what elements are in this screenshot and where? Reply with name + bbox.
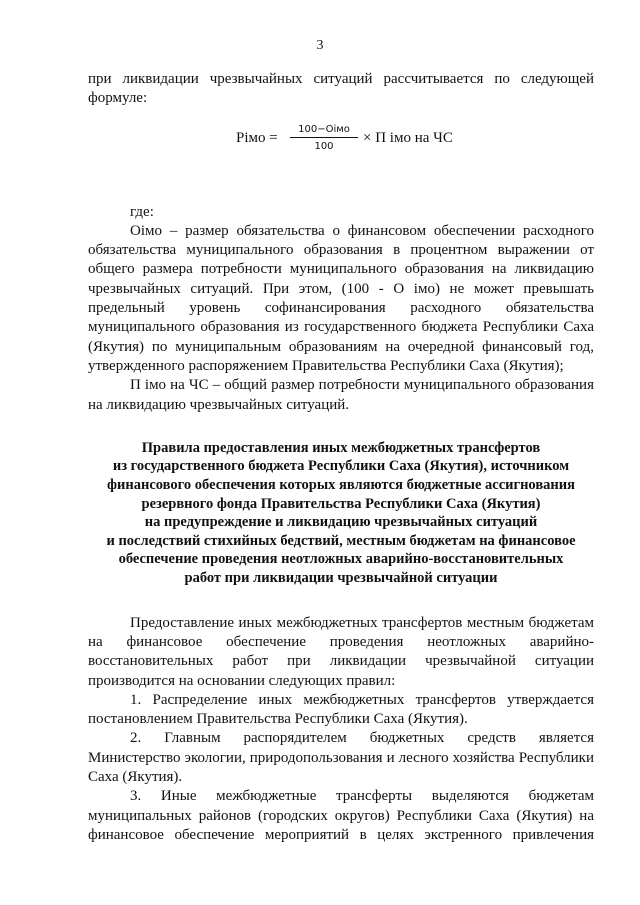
rule-2: 2. Главным распорядителем бюджетных средств является Министерство экологии, природопользования и лесного хозяйства Республики Саха (Якутия). (88, 730, 594, 785)
formula-left: Pімо = (236, 129, 278, 146)
formula-fraction (290, 123, 358, 153)
title-line: Правила предоставления иных межбюджетных трансфертов (141, 439, 541, 456)
title-line: резервного фонда Правительства Республики Саха (Якутия) (141, 495, 541, 512)
definition-pimo: П імо на ЧС – общий размер потребности муниципального образования на ликвидацию чрезвычайных ситуаций. (88, 377, 594, 413)
title-line: обеспечение проведения неотложных аварийно-восстановительных (118, 551, 564, 568)
rule-3: 3. Иные межбюджетные трансферты выделяются бюджетам муниципальных районов (городских округов) Республики Саха (Якутия) на финансовое обеспечение мероприятий в целях экстренного привлечения (88, 788, 594, 843)
where-label: где: (130, 203, 154, 220)
formula (88, 121, 594, 179)
rule-1: 1. Распределение иных межбюджетных трансфертов утверждается постановлением Правительства Республики Саха (Якутия). (88, 691, 594, 728)
title-line: работ при ликвидации чрезвычайной ситуации (184, 570, 498, 587)
intro-text: при ликвидации чрезвычайных ситуаций рассчитывается по следующей формуле: (88, 71, 594, 107)
page-body (88, 70, 594, 845)
title-line: и последствий стихийных бедствий, местным бюджетам на финансовое (106, 532, 576, 549)
title-line: из государственного бюджета Республики Саха (Якутия), источником (112, 458, 570, 475)
title-line: на предупреждение и ликвидацию чрезвычайных ситуаций (144, 514, 538, 531)
definition-oimo: Оімо – размер обязательства о финансовом обеспечении расходного обязательства муниципального образования в процентном выражении от общего размера потребности муниципального образования на ликвидацию чрезвычайных ситуаций. При этом, (100 - О імо) не может превышать предельный уровень софинансирования расходного обязательства муниципального образования из государственного бюджета Республики Саха (Якутия) по муниципальным образованиям на очередной финансовый год, утвержденного распоряжением Правительства Республики Саха (Якутия); (88, 222, 594, 374)
intro-paragraph: Предоставление иных межбюджетных трансфертов местным бюджетам на финансовое обеспечение проведения неотложных аварийно-восстановительных работ при ликвидации чрезвычайной ситуации производится на основании следующих правил: (88, 614, 594, 689)
formula-right: × П імо на ЧС (363, 129, 453, 146)
section-title (88, 439, 594, 588)
formula-numerator: 100−Oімо (290, 123, 358, 138)
title-line: финансового обеспечения которых являются бюджетные ассигнования (107, 477, 575, 494)
page-number: 3 (316, 38, 324, 53)
formula-denominator: 100 (314, 140, 334, 152)
